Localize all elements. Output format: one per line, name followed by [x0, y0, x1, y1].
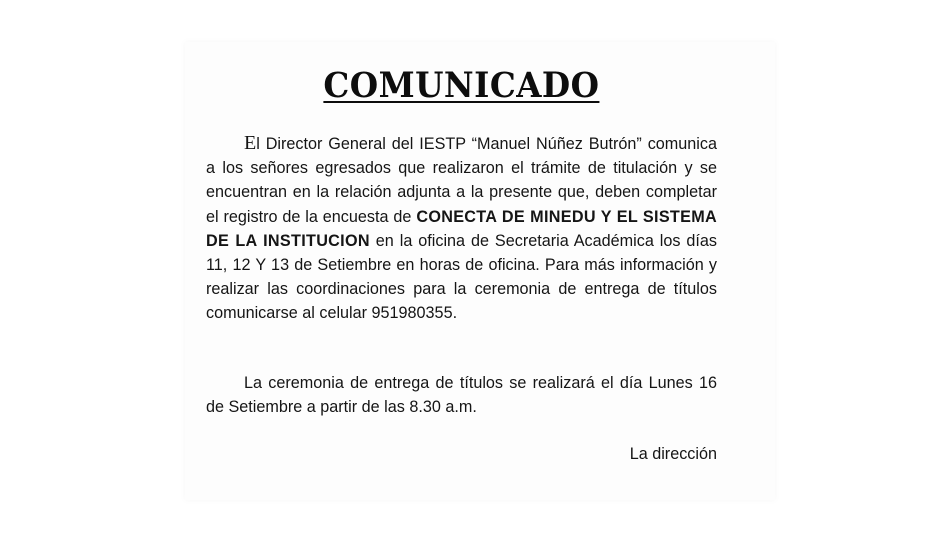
document-title	[206, 62, 716, 110]
ceremony-paragraph: La ceremonia de entrega de títulos se realizará el día Lunes 16 de Setiembre a partir de las 8.30 a.m.	[206, 374, 717, 417]
signature: La dirección	[629, 445, 717, 463]
announcement-paragraph	[206, 131, 717, 326]
paragraph-bold-text: CONECTA DE MINEDU Y EL SISTEMA DE LA INSTITUCION	[206, 207, 717, 250]
title-text: COMUNICADO	[322, 65, 600, 106]
paragraph-text-start: l Director General del IESTP “Manuel Núñez Butrón” comunica a los señores egresados que realizaron el trámite de titulación y se encuentran en la relación adjunta a la presente que, deben completar el registro de la encuesta de	[206, 135, 717, 226]
drop-cap-letter: E	[244, 132, 257, 154]
paragraph-text-end: en la oficina de Secretaria Académica los días 11, 12 Y 13 de Setiembre en horas de oficina. Para más información y realizar las coordinaciones para la ceremonia de entrega de títulos comunicarse al celular 951980355.	[206, 231, 717, 323]
